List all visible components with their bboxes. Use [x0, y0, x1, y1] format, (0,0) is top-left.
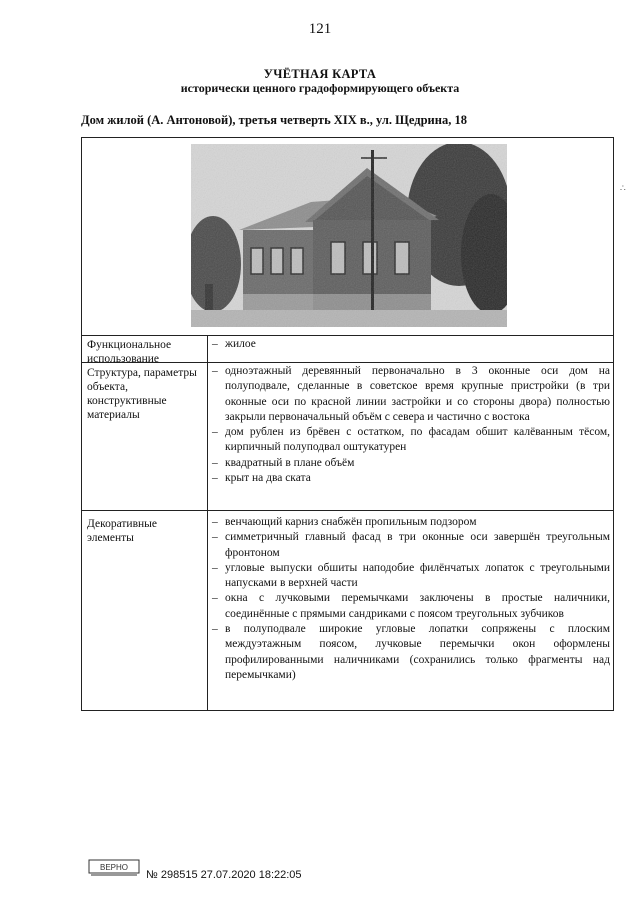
document-footer: № 298515 27.07.2020 18:22:05 [146, 869, 302, 881]
list-item: – жилое [212, 338, 256, 350]
list-item: – в полуподвале широкие угловые лопатки сопряжены с плоским междуэтажным поясом, лучковые перемычки окон оформлены профилированными наличниками (сохранились только фрагменты над перемычками) [212, 623, 610, 681]
divider [82, 510, 613, 511]
decor-items [212, 515, 610, 683]
function-items [212, 337, 610, 352]
list-item: – угловые выпуски обшиты наподобие филёнчатых лопаток с треугольными напусками в верхней части [212, 561, 610, 590]
building-photo [191, 144, 507, 327]
registration-card-table [81, 137, 614, 711]
object-title: Дом жилой (А. Антоновой), третья четверть XIX в., ул. Щедрина, 18 [81, 113, 467, 127]
list-item: – венчающий карниз снабжён пропильным подзором [212, 516, 477, 528]
structure-label: Структура, параметры объекта, конструктивные материалы [87, 367, 197, 421]
function-label: Функциональное использование [87, 339, 172, 365]
decor-label: Декоративные элементы [87, 518, 157, 544]
list-item: – дом рублен из брёвен с остатком, по фасадам обшит калёванным тёсом, кирпичный полуподвал оштукатурен [212, 426, 610, 454]
page-number: 121 [308, 21, 332, 37]
divider [82, 335, 613, 336]
margin-mark: ∴ [620, 183, 626, 193]
list-item: – окна с лучковыми перемычками заключены в простые наличники, соединённые с прямыми сандриками с поясом треугольных зубчиков [212, 592, 610, 620]
certification-stamp [88, 855, 140, 877]
card-title: УЧЁТНАЯ КАРТА [263, 67, 377, 81]
structure-items [212, 364, 610, 486]
column-divider [207, 335, 208, 710]
svg-text:ВЕРНО: ВЕРНО [99, 863, 129, 872]
list-item: – квадратный в плане объём [212, 456, 355, 469]
list-item: – крыт на два ската [212, 472, 311, 485]
card-subtitle: исторически ценного градоформирующего объекта [180, 81, 460, 95]
list-item: – симметричный главный фасад в три оконные оси завершён треугольным фронтоном [212, 531, 610, 559]
list-item: – одноэтажный деревянный первоначально в 3 оконные оси дом на полуподвале, сделанные в советское время крупные пристройки (в три оконные оси по красной линии застройки и со стороны двора) полностью закрыли первоначальный объём с севера и частично с востока [212, 365, 610, 423]
